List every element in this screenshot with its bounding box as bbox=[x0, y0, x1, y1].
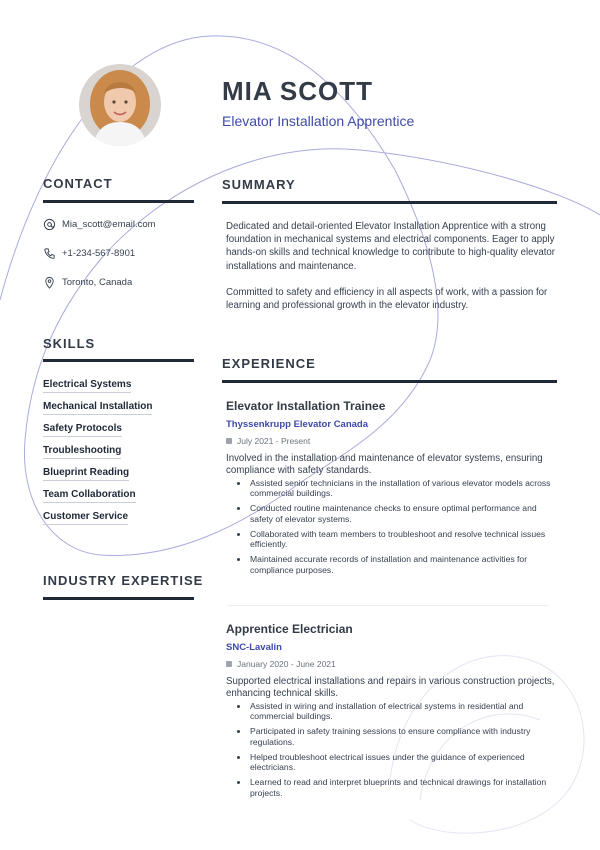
skill-item: Blueprint Reading bbox=[43, 467, 152, 489]
skill-item: Team Collaboration bbox=[43, 489, 152, 511]
location-pin-icon bbox=[43, 276, 56, 289]
contact-heading: CONTACT bbox=[43, 176, 113, 191]
summary-paragraph: Committed to safety and efficiency in all aspects of work, with a passion for learning and professional growth in the elevator industry. bbox=[226, 286, 548, 312]
skill-item: Customer Service bbox=[43, 511, 152, 533]
phone-icon bbox=[43, 247, 56, 260]
job-bullet: Participated in safety training sessions to ensure compliance with industry regulations. bbox=[250, 726, 556, 747]
job-bullets bbox=[226, 701, 556, 799]
summary-text bbox=[226, 220, 556, 325]
candidate-title: Elevator Installation Apprentice bbox=[222, 113, 415, 129]
job-bullet: Conducted routine maintenance checks to ensure optimal performance and safety of elevator systems. bbox=[250, 503, 556, 524]
skills-heading: SKILLS bbox=[43, 336, 96, 351]
candidate-name: MIA SCOTT bbox=[222, 76, 374, 106]
job-entry bbox=[226, 399, 556, 580]
job-bullet: Helped troubleshoot electrical issues under the guidance of experienced electricians. bbox=[250, 752, 556, 773]
profile-photo bbox=[79, 64, 161, 146]
job-dates: January 2020 - June 2021 bbox=[226, 659, 556, 669]
skills-rule bbox=[43, 359, 194, 362]
skill-item: Mechanical Installation bbox=[43, 401, 152, 423]
skill-item: Electrical Systems bbox=[43, 379, 152, 401]
contact-email-text: Mia_scott@email.com bbox=[62, 219, 156, 230]
job-title: Elevator Installation Trainee bbox=[226, 399, 386, 413]
skill-item: Safety Protocols bbox=[43, 423, 152, 445]
at-icon bbox=[43, 218, 56, 231]
experience-heading: EXPERIENCE bbox=[222, 356, 316, 371]
job-entry bbox=[226, 622, 556, 803]
contact-rule bbox=[43, 200, 194, 203]
job-company: SNC-Lavalin bbox=[226, 642, 282, 653]
job-bullet: Collaborated with team members to troubleshoot and resolve technical issues efficiently. bbox=[250, 529, 556, 550]
job-description: Supported electrical installations and repairs in various construction projects, enhancing technical skills. bbox=[226, 676, 555, 700]
skills-list bbox=[43, 379, 152, 533]
skill-item: Troubleshooting bbox=[43, 445, 152, 467]
job-bullets bbox=[226, 478, 556, 576]
contact-email[interactable] bbox=[43, 218, 156, 231]
experience-rule bbox=[222, 380, 557, 383]
job-divider bbox=[228, 605, 548, 606]
job-title: Apprentice Electrician bbox=[226, 622, 353, 636]
job-bullet: Assisted senior technicians in the installation of various elevator models across commercial buildings. bbox=[250, 478, 556, 499]
contact-location bbox=[43, 276, 132, 289]
contact-location-text: Toronto, Canada bbox=[62, 277, 133, 288]
summary-rule bbox=[222, 201, 557, 204]
contact-phone[interactable] bbox=[43, 247, 135, 260]
job-company: Thyssenkrupp Elevator Canada bbox=[226, 419, 369, 430]
summary-heading: SUMMARY bbox=[222, 177, 296, 192]
calendar-icon bbox=[226, 438, 232, 444]
industry-expertise-rule bbox=[43, 597, 194, 600]
job-bullet: Maintained accurate records of installation and maintenance activities for compliance purposes. bbox=[250, 554, 556, 575]
industry-expertise-heading: INDUSTRY EXPERTISE bbox=[43, 573, 204, 588]
contact-phone-text: +1-234-567-8901 bbox=[62, 248, 136, 259]
job-bullet: Assisted in wiring and installation of electrical systems in residential and commercial buildings. bbox=[250, 701, 556, 722]
summary-paragraph: Dedicated and detail-oriented Elevator Installation Apprentice with a strong foundation in mechanical systems and electrical components. Eager to apply hands-on skills and technical knowledge to contribute to high-quality elevator installations and maintenance. bbox=[226, 221, 556, 272]
job-dates: July 2021 - Present bbox=[226, 436, 556, 446]
job-bullet: Learned to read and interpret blueprints and technical drawings for installation projects. bbox=[250, 777, 556, 798]
job-description: Involved in the installation and maintenance of elevator systems, ensuring compliance with safety standards. bbox=[226, 453, 543, 477]
calendar-icon bbox=[226, 661, 232, 667]
